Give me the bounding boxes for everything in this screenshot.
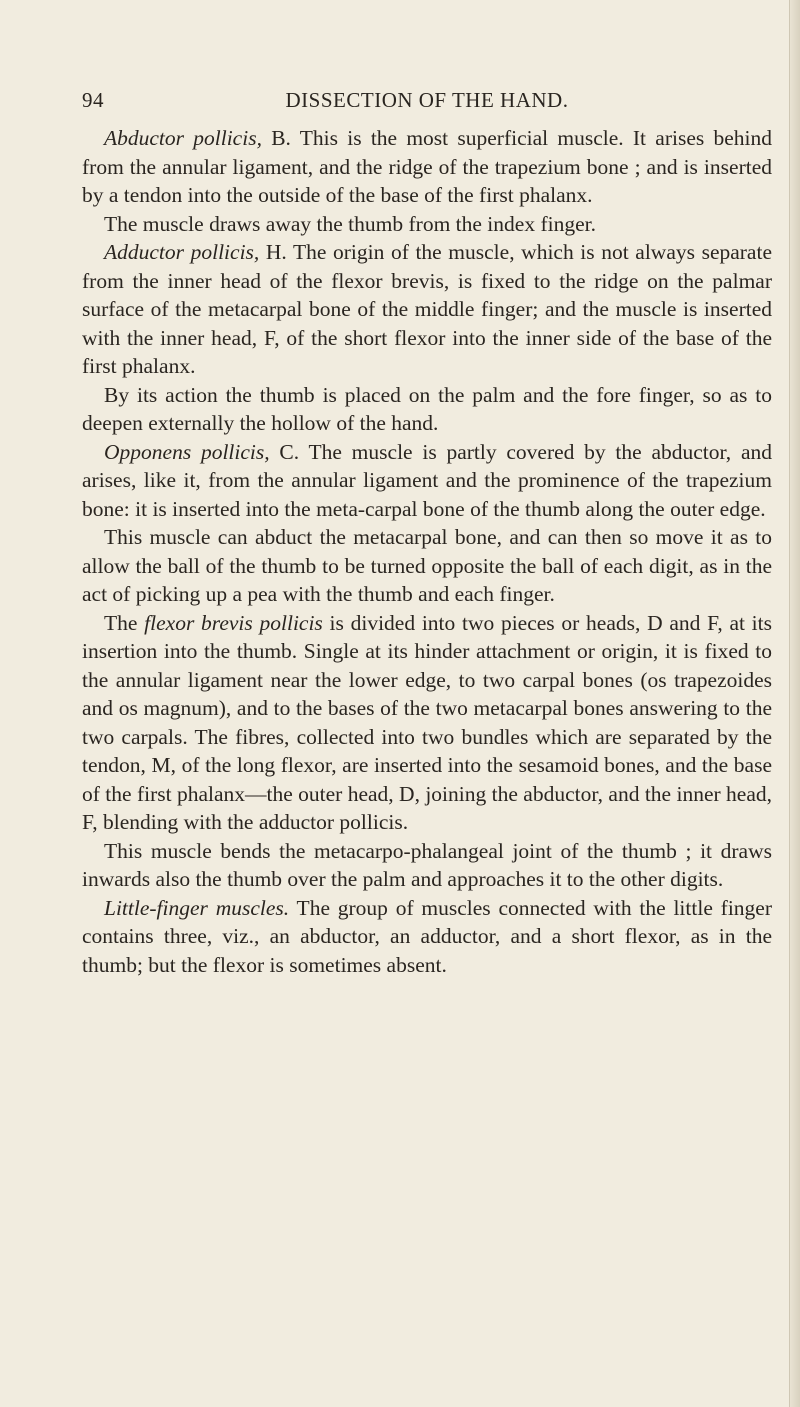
paragraph-flexor-brevis-action: This muscle bends the metacarpo-phalangeal joint of the thumb ; it draws inwards also the thumb over the palm and approaches it to the other digits. (82, 838, 772, 891)
paragraph-adductor-pollicis: Adductor pollicis, H. The origin of the muscle, which is not always separate from the inner head of the flexor brevis, is fixed to the ridge on the palmar surface of the metacarpal bone of the middle finger; and the muscle is inserted with the inner head, F, of the short flexor into the inner side of the base of the first phalanx. (82, 240, 772, 378)
term-opponens-pollicis: Opponens pollicis, (104, 439, 270, 464)
paragraph-little-finger-muscles: Little-finger muscles. The group of muscles connected with the little finger contains three, viz., an abductor, an adductor, and a short flexor, as in the thumb; but the flexor is sometimes absent. (82, 895, 772, 977)
paragraph-opponens-pollicis: Opponens pollicis, C. The muscle is partly covered by the abductor, and arises, like it, from the annular ligament and the prominence of the trapezium bone: it is inserted into the meta-carpal bone of the thumb along the outer edge. (82, 439, 772, 521)
term-little-finger-muscles: Little-finger muscles. (104, 895, 290, 920)
paragraph-adductor-action: By its action the thumb is placed on the palm and the fore finger, so as to deepen externally the hollow of the hand. (82, 382, 772, 435)
page-edge (789, 0, 800, 1407)
body-text (82, 124, 772, 979)
term-flexor-brevis-pollicis: flexor brevis pollicis (144, 610, 323, 635)
page-number: 94 (82, 88, 104, 112)
paragraph-opponens-action: This muscle can abduct the metacarpal bone, and can then so move it as to allow the ball of the thumb to be turned opposite the ball of each digit, as in the act of picking up a pea with the thumb and each finger. (82, 525, 772, 606)
paragraph-flexor-brevis-pollicis: The flexor brevis pollicis is divided into two pieces or heads, D and F, at its insertion into the thumb. Single at its hinder attachment or origin, it is fixed to the annular ligament near the lower edge, to two carpal bones (os trapezoides and os magnum), and to the bases of the two metacarpal bones answering to the two carpals. The fibres, collected into two bundles which are separated by the tendon, M, of the long flexor, are inserted into the sesamoid bones, and the base of the first phalanx—the outer head, D, joining the abductor, and the inner head, F, blending with the adductor pollicis. (82, 610, 772, 834)
term-abductor-pollicis: Abductor pollicis, (104, 126, 262, 150)
term-adductor-pollicis: Adductor pollicis, (104, 240, 260, 264)
paragraph-abductor-pollicis: Abductor pollicis, B. This is the most superficial muscle. It arises behind from the annular ligament, and the ridge of the trapezium bone ; and is inserted by a tendon into the outside of the base of the first phalanx. (82, 126, 772, 207)
running-title: DISSECTION OF THE HAND. (285, 88, 569, 112)
paragraph-abductor-action: The muscle draws away the thumb from the index finger. (104, 211, 596, 236)
page-header (82, 88, 772, 118)
